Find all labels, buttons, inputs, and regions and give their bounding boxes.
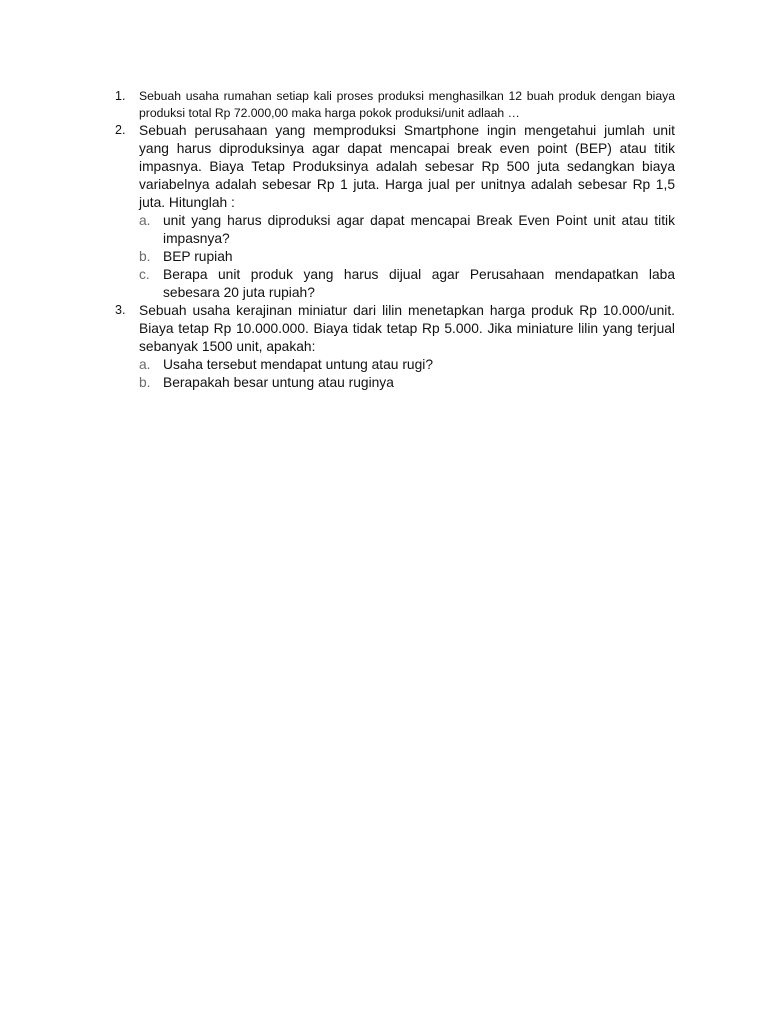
subitem-text: unit yang harus diproduksi agar dapat mencapai Break Even Point unit atau titik impasnya? xyxy=(163,213,675,246)
subitem-b xyxy=(139,248,675,266)
subitem-letter: a. xyxy=(139,213,151,228)
subitem-text: Berapakah besar untung atau ruginya xyxy=(163,375,394,390)
subitem-letter: b. xyxy=(139,249,151,264)
question-text: Sebuah usaha rumahan setiap kali proses produksi menghasilkan 12 buah produk dengan biaya produksi total Rp 72.000,00 maka harga pokok produksi/unit adlaah … xyxy=(139,89,675,120)
subitem-b xyxy=(139,374,675,392)
question-2 xyxy=(112,122,675,302)
question-list xyxy=(112,88,675,392)
subitem-a xyxy=(139,356,675,374)
subitem-a xyxy=(139,212,675,248)
subitem-text: BEP rupiah xyxy=(163,249,233,264)
subitem-letter: b. xyxy=(139,375,151,390)
subitem-letter: c. xyxy=(139,267,150,282)
subitem-text: Usaha tersebut mendapat untung atau rugi? xyxy=(163,357,433,372)
question-3 xyxy=(112,302,675,392)
subitem-letter: a. xyxy=(139,357,151,372)
subitem-c xyxy=(139,266,675,302)
question-number: 2. xyxy=(115,123,126,137)
question-text: Sebuah usaha kerajinan miniatur dari lilin menetapkan harga produk Rp 10.000/unit. Biaya tetap Rp 10.000.000. Biaya tidak tetap Rp 5.000. Jika miniature lilin yang terjual sebanyak 1500 unit, apakah: xyxy=(139,303,675,354)
question-1 xyxy=(112,88,675,122)
question-text: Sebuah perusahaan yang memproduksi Smartphone ingin mengetahui jumlah unit yang harus diproduksinya agar dapat mencapai break even point (BEP) atau titik impasnya. Biaya Tetap Produksinya adalah sebesar Rp 500 juta sedangkan biaya variabelnya adalah sebesar Rp 1 juta. Harga jual per unitnya adalah sebesar Rp 1,5 juta. Hitunglah : xyxy=(139,123,675,210)
question-number: 3. xyxy=(115,303,126,317)
subitem-text: Berapa unit produk yang harus dijual agar Perusahaan mendapatkan laba sebesara 20 juta rupiah? xyxy=(163,267,675,300)
question-number: 1. xyxy=(115,89,126,103)
